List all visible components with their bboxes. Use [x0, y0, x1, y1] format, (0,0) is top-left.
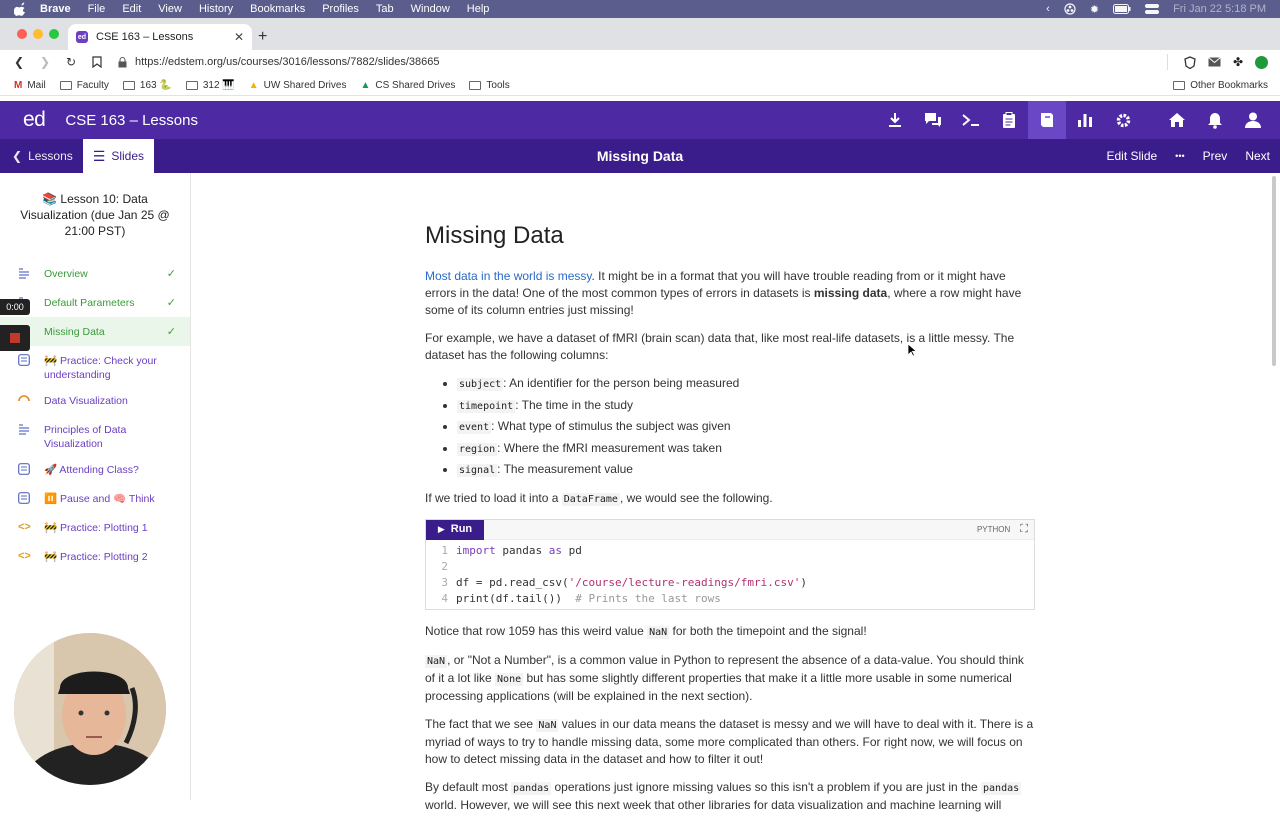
- sidebar-item-plotting-2[interactable]: <> 🚧 Practice: Plotting 2: [18, 550, 148, 563]
- menu-help[interactable]: Help: [466, 3, 490, 15]
- code-line: 3 df = pd.read_csv('/course/lecture-readings/fmri.csv'): [441, 576, 808, 589]
- drive-icon: ▲: [248, 80, 259, 91]
- quiz-icon: [18, 463, 30, 475]
- folder-icon: [186, 81, 198, 90]
- lesson-title: 📚 Lesson 10: Data Visualization (due Jan 25 @ 21:00 PST): [20, 192, 170, 238]
- prev-button[interactable]: Prev: [1202, 149, 1228, 163]
- quiz-icon: [18, 492, 30, 504]
- profile-icon[interactable]: [1255, 56, 1268, 69]
- folder-icon: [123, 81, 135, 90]
- url-text: https://edstem.org/us/courses/3016/lessons/7882/slides/38665: [135, 56, 440, 68]
- battery-icon[interactable]: [1113, 4, 1131, 14]
- run-button[interactable]: ▶ Run: [426, 520, 484, 540]
- new-tab-icon[interactable]: +: [258, 28, 268, 45]
- code-line: 4 print(df.tail()) # Prints the last rows: [441, 592, 721, 605]
- code-line: 2: [441, 560, 448, 573]
- fullscreen-icon[interactable]: ⛶: [1020, 523, 1028, 535]
- more-options-icon[interactable]: •••: [1175, 151, 1185, 161]
- menu-window[interactable]: Window: [410, 3, 450, 15]
- folder-icon: [1173, 81, 1185, 90]
- notifications-bell-icon[interactable]: [1196, 101, 1234, 139]
- minimize-window-button[interactable]: [33, 29, 43, 39]
- checkmark-icon: ✓: [166, 268, 176, 280]
- course-title[interactable]: CSE 163 – Lessons: [65, 111, 198, 129]
- slides-toggle-button[interactable]: ☰ Slides: [83, 139, 154, 173]
- quiz-icon: [18, 354, 30, 366]
- menu-view[interactable]: View: [158, 3, 182, 15]
- bookmark-mail[interactable]: M Mail: [14, 80, 46, 91]
- mac-menu-bar: [0, 0, 1280, 18]
- tab-title: CSE 163 – Lessons: [96, 31, 194, 43]
- address-bar-row: [0, 50, 1280, 74]
- bookmark-312[interactable]: 312 🎹: [186, 80, 235, 91]
- ed-logo[interactable]: ed: [23, 108, 46, 131]
- paragraph-load: If we tried to load it into a DataFrame , we would see the following.: [425, 491, 773, 505]
- extensions-icon[interactable]: ✤: [1232, 55, 1243, 69]
- reload-icon[interactable]: ↻: [65, 55, 77, 69]
- discussion-icon[interactable]: [914, 101, 952, 139]
- bookmark-faculty[interactable]: Faculty: [60, 80, 109, 91]
- document-icon: [18, 267, 30, 279]
- menu-profiles[interactable]: Profiles: [322, 3, 359, 15]
- slide-content: [425, 173, 1035, 825]
- lessons-book-icon[interactable]: [1028, 101, 1066, 139]
- menu-lines-icon: ☰: [92, 147, 106, 164]
- next-button[interactable]: Next: [1245, 149, 1270, 163]
- drive-icon: ▲: [360, 80, 371, 91]
- bookmark-uw-shared-drives[interactable]: ▲ UW Shared Drives: [248, 80, 347, 91]
- video-icon: [18, 394, 30, 406]
- menu-app[interactable]: Brave: [40, 3, 71, 15]
- sidebar-item-data-visualization[interactable]: Data Visualization: [0, 386, 190, 415]
- lock-icon: [118, 57, 127, 68]
- checkmark-icon: ✓: [166, 326, 176, 338]
- terminal-icon[interactable]: [952, 101, 990, 139]
- paragraph-intro: Most data in the world is messy. It might be in a format that you will have trouble reading from or it might have errors in the data! One of the most common types of errors in datasets is missing data, where a row might have some of its column entries just missing!: [425, 269, 1022, 317]
- back-arrow-icon[interactable]: ❮: [13, 55, 25, 69]
- code-icon: <>: [18, 550, 31, 562]
- brightness-icon[interactable]: ✹: [1089, 3, 1100, 16]
- document-icon: [18, 423, 30, 435]
- code-header: [426, 520, 1034, 540]
- forward-arrow-icon[interactable]: ❯: [39, 55, 51, 69]
- close-window-button[interactable]: [17, 29, 27, 39]
- webcam-overlay: [14, 633, 166, 785]
- presenter-video-icon: [14, 633, 166, 785]
- sidebar-item-attending-class[interactable]: 🚀 Attending Class?: [0, 455, 190, 484]
- mail-icon[interactable]: [1208, 57, 1221, 67]
- clipboard-icon[interactable]: [990, 101, 1028, 139]
- folder-icon: [60, 81, 72, 90]
- column-list: [457, 375, 1035, 479]
- bookmark-tools[interactable]: Tools: [469, 80, 509, 91]
- user-avatar-icon[interactable]: [1234, 101, 1272, 139]
- browser-tab-strip: [0, 18, 1280, 50]
- code-icon: <>: [18, 521, 31, 533]
- divider: [1167, 54, 1168, 70]
- list-item: • signal : The measurement value: [457, 461, 1035, 479]
- language-label: PYTHON: [976, 525, 1011, 534]
- menu-file[interactable]: File: [87, 3, 106, 15]
- menu-tab[interactable]: Tab: [375, 3, 394, 15]
- list-item: • subject : An identifier for the person being measured: [457, 375, 1035, 393]
- page-scrollbar[interactable]: [1272, 176, 1276, 366]
- paragraph-nan: NaN , or "Not a Number", is a common value in Python to represent the absence of a data-value. You should think of it a lot like None but has some slightly different properties that make it a little more usable in some numerical processing applications (will be explained in the next section).: [425, 653, 1024, 703]
- slide-title: Missing Data: [596, 148, 684, 164]
- apple-icon[interactable]: [14, 2, 28, 16]
- paragraph-default: By default most pandas operations just ignore missing values so this isn't a problem if you are just in the pandas world. However, we will see this next week that other libraries for data visualization and machine learning will: [425, 780, 1020, 812]
- checkmark-icon: ✓: [166, 297, 176, 309]
- code-editor: [425, 519, 1035, 610]
- bookmark-icon[interactable]: [90, 56, 104, 68]
- lesson-toolbar: [0, 139, 1280, 173]
- folder-icon: [469, 81, 481, 90]
- stop-recording-button[interactable]: [0, 325, 30, 351]
- menu-history[interactable]: History: [198, 3, 234, 15]
- code-area[interactable]: [426, 540, 1034, 609]
- sidebar-item-overview[interactable]: Overview ✓: [0, 259, 190, 288]
- ed-header: [0, 101, 1280, 139]
- settings-gear-icon[interactable]: [1104, 101, 1142, 139]
- paragraph-notice: Notice that row 1059 has this weird value NaN for both the timepoint and the signal!: [425, 624, 867, 638]
- bookmark-163[interactable]: 163 🐍: [123, 80, 172, 91]
- back-to-lessons-button[interactable]: ❮ Lessons: [12, 149, 73, 163]
- sidebar-item-plotting-1[interactable]: <> 🚧 Practice: Plotting 1: [18, 521, 148, 534]
- url-field[interactable]: [118, 56, 440, 68]
- bookmark-other[interactable]: Other Bookmarks: [1173, 80, 1268, 91]
- gmail-icon: M: [14, 80, 23, 91]
- code-line: 1 import pandas as pd: [441, 544, 582, 557]
- sidebar-item-principles[interactable]: Principles of Data Visualization: [0, 415, 190, 455]
- bookmark-cs-shared-drives[interactable]: ▲ CS Shared Drives: [360, 80, 456, 91]
- analytics-icon[interactable]: [1066, 101, 1104, 139]
- list-item: • region : Where the fMRI measurement was taken: [457, 440, 1035, 458]
- stop-icon: [10, 333, 20, 343]
- zoom-window-button[interactable]: [49, 29, 59, 39]
- sidebar-item-practice-check[interactable]: 🚧 Practice: Check your understanding: [0, 346, 190, 386]
- paragraph-example: For example, we have a dataset of fMRI (brain scan) data that, like most real-life datasets, is a little messy. The dataset has the following columns:: [425, 331, 1015, 362]
- menu-bookmarks[interactable]: Bookmarks: [250, 3, 306, 15]
- sidebar-item-missing-data[interactable]: Missing Data ✓: [0, 317, 190, 346]
- bookmarks-bar: [0, 76, 1280, 96]
- recording-timer: 0:00: [0, 299, 30, 315]
- sidebar-item-default-parameters[interactable]: Default Parameters ✓: [0, 288, 190, 317]
- obs-icon[interactable]: [1064, 3, 1076, 15]
- download-icon[interactable]: [876, 101, 914, 139]
- close-tab-icon[interactable]: ✕: [233, 30, 244, 44]
- chevron-left-icon[interactable]: ‹: [1046, 3, 1050, 15]
- menu-edit[interactable]: Edit: [122, 3, 142, 15]
- ed-favicon: ed: [76, 31, 88, 43]
- edit-slide-button[interactable]: Edit Slide: [1106, 149, 1158, 163]
- list-item: • event : What type of stimulus the subject was given: [457, 418, 1035, 436]
- list-item: • timepoint : The time in the study: [457, 397, 1035, 415]
- brave-shield-icon[interactable]: [1184, 56, 1196, 69]
- home-icon[interactable]: [1158, 101, 1196, 139]
- content-heading: Missing Data: [425, 222, 564, 249]
- mouse-cursor-icon: [907, 343, 917, 357]
- clock[interactable]: Fri Jan 22 5:18 PM: [1173, 3, 1266, 15]
- sidebar-item-pause-think[interactable]: ⏸️ Pause and 🧠 Think: [0, 484, 190, 513]
- control-center-icon[interactable]: [1145, 4, 1159, 14]
- paragraph-messy: The fact that we see NaN values in our data means the dataset is messy and we will have to deal with it. There is a myriad of ways to try to handle missing data, some more complicated than others. For right now, we will focus on how to detect missing data in the dataset and how to filter it out!: [425, 717, 1034, 766]
- messy-data-link[interactable]: Most data in the world is messy: [425, 269, 592, 283]
- chevron-left-icon: ❮: [12, 149, 23, 163]
- browser-tab[interactable]: [68, 24, 252, 50]
- play-icon: ▶: [437, 524, 445, 534]
